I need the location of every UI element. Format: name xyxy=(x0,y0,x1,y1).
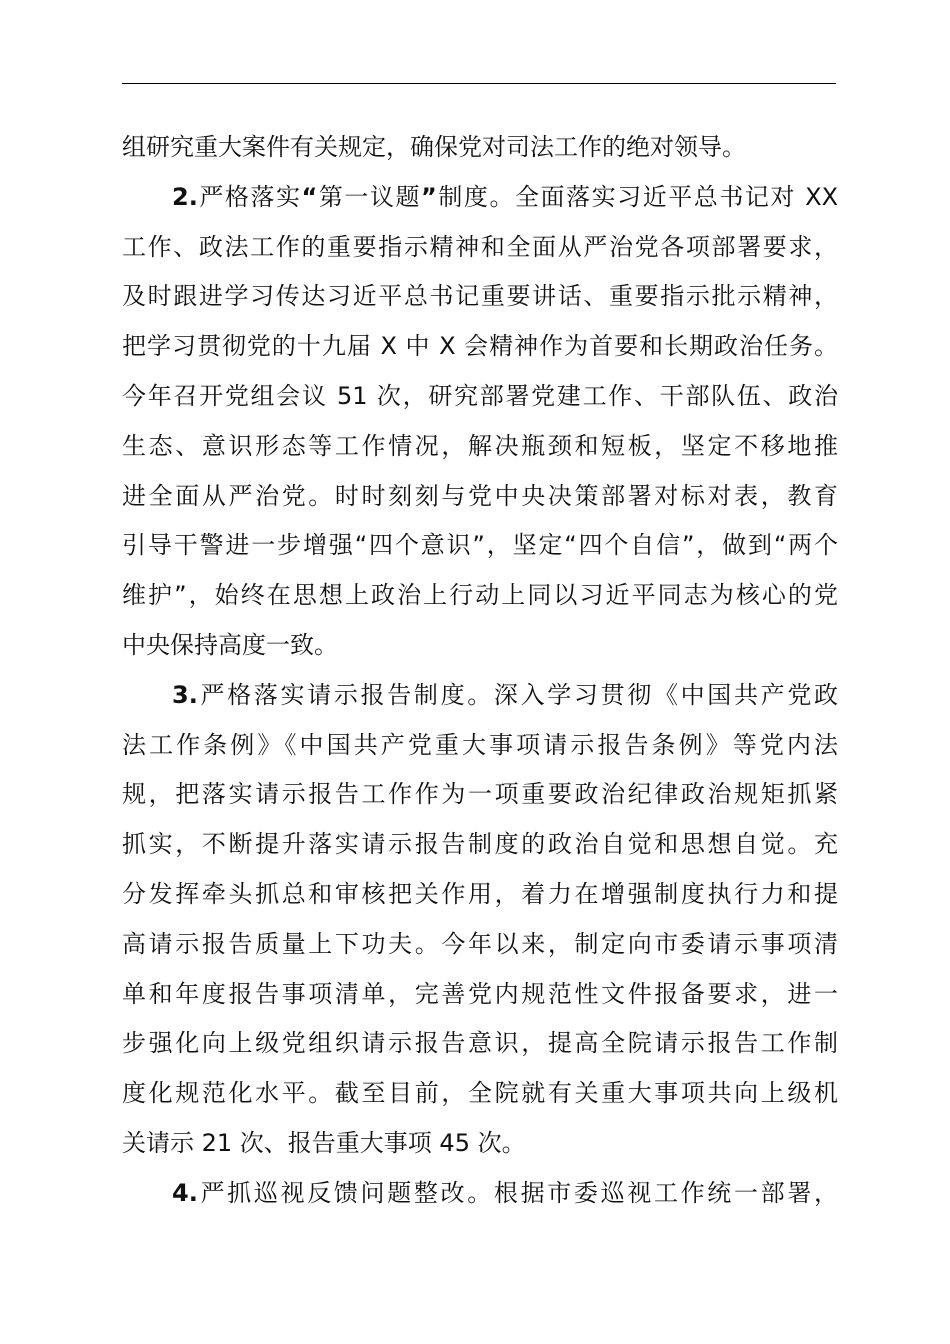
text-line: 高请示报告质量上下功夫。今年以来，制定向市委请示事项清 xyxy=(122,929,838,958)
header-rule xyxy=(122,83,836,84)
text-line: 进全面从严治党。时时刻刻与党中央决策部署对标对表，教育 xyxy=(122,481,838,510)
text-line: 引导干警进一步增强“四个意识”，坚定“四个自信”，做到“两个 xyxy=(122,531,838,560)
text-line: 度化规范化水平。截至目前，全院就有关重大事项共向上级机 xyxy=(122,1079,838,1108)
text-line: 抓实，不断提升落实请示报告制度的政治自觉和思想自觉。充 xyxy=(122,830,838,859)
text-line: 关请示 21 次、报告重大事项 45 次。 xyxy=(122,1128,526,1157)
text-line: 法工作条例》《中国共产党重大事项请示报告条例》等党内法 xyxy=(122,730,838,759)
item-text: 严抓巡视反馈问题整改。根据市委巡视工作统一部署， xyxy=(197,1178,838,1207)
item-4-heading-line xyxy=(122,1169,838,1219)
text-line: 分发挥牵头抓总和审核把关作用，着力在增强制度执行力和提 xyxy=(122,879,838,908)
text-line: 工作、政法工作的重要指示精神和全面从严治党各项部署要求， xyxy=(122,232,838,261)
item-2-heading-line xyxy=(122,173,838,223)
text-line: 把学习贯彻党的十九届 X 中 X 会精神作为首要和长期政治任务。 xyxy=(122,332,838,361)
text-line: 中央保持高度一致。 xyxy=(122,630,338,659)
item-number: 2. xyxy=(172,182,198,211)
document-body xyxy=(122,123,838,1219)
item-lead: 严格落实 xyxy=(197,182,302,211)
item-number: 4. xyxy=(172,1178,198,1207)
quote-close: ” xyxy=(421,182,437,211)
text-line: 组研究重大案件有关规定，确保党对司法工作的绝对领导。 xyxy=(122,133,746,161)
text-line: 维护”，始终在思想上政治上行动上同以习近平同志为核心的党 xyxy=(122,581,838,610)
item-text: 制度。全面落实习近平总书记对 XX xyxy=(436,182,839,211)
text-line: 今年召开党组会议 51 次，研究部署党建工作、干部队伍、政治 xyxy=(122,381,838,410)
text-line: 单和年度报告事项清单，完善党内规范性文件报备要求，进一 xyxy=(122,979,838,1008)
quoted-term: 第一议题 xyxy=(317,182,422,211)
text-line: 步强化向上级党组织请示报告意识，提高全院请示报告工作制 xyxy=(122,1029,838,1058)
text-line: 规，把落实请示报告工作作为一项重要政治纪律政治规矩抓紧 xyxy=(122,780,838,809)
quote-open: “ xyxy=(301,182,318,211)
text-line: 及时跟进学习传达习近平总书记重要讲话、重要指示批示精神， xyxy=(122,282,838,311)
item-3-heading-line xyxy=(122,671,838,721)
text-line: 生态、意识形态等工作情况，解决瓶颈和短板，坚定不移地推 xyxy=(122,431,838,460)
item-number: 3. xyxy=(172,680,198,709)
item-text: 严格落实请示报告制度。深入学习贯彻《中国共产党政 xyxy=(197,680,838,709)
